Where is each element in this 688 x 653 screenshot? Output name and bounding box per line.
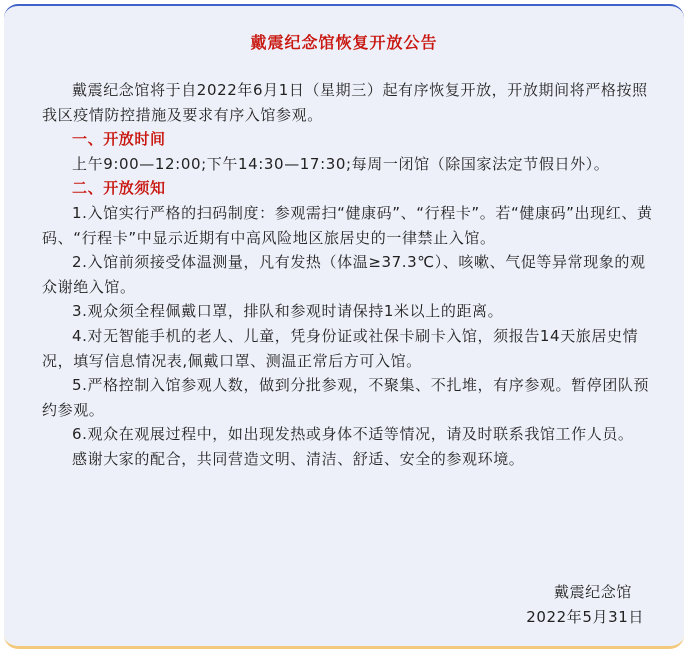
visitor-note-6: 6.观众在观展过程中，如出现发热或身体不适等情况，请及时联系我馆工作人员。 <box>72 425 634 444</box>
notice-card <box>4 4 684 649</box>
notice-body <box>42 78 654 472</box>
section-heading-opening-hours: 一、开放时间 <box>72 130 166 149</box>
signature-org: 戴震纪念馆 <box>553 583 632 601</box>
closing-paragraph: 感谢大家的配合，共同营造文明、清洁、舒适、安全的参观环境。 <box>72 449 525 468</box>
opening-hours-text: 上午9:00—12:00;下午14:30—17:30;每周一闭馆（除国家法定节假日外）。 <box>72 154 610 173</box>
visitor-note-2: 2.入馆前须接受体温测量，凡有发热（体温≥37.3℃）、咳嗽、气促等异常现象的观众谢绝入馆。 <box>42 253 646 296</box>
signature-block <box>526 580 644 629</box>
notice-title: 戴震纪念馆恢复开放公告 <box>250 33 438 52</box>
visitor-note-5: 5.严格控制入馆参观人数，做到分批参观，不聚集、不扎堆，有序参观。暂停团队预约参观。 <box>42 376 650 419</box>
intro-paragraph: 戴震纪念馆将于自2022年6月1日（星期三）起有序恢复开放，开放期间将严格按照我区疫情防控措施及要求有序入馆参观。 <box>42 81 648 124</box>
visitor-note-3: 3.观众须全程佩戴口罩，排队和参观时请保持1米以上的距离。 <box>72 302 504 321</box>
section-heading-visitor-notes: 二、开放须知 <box>72 179 166 198</box>
signature-date: 2022年5月31日 <box>526 607 644 626</box>
visitor-note-4: 4.对无智能手机的老人、儿童，凭身份证或社保卡刷卡入馆，须报告14天旅居史情况，填写信息情况表,佩戴口罩、测温正常后方可入馆。 <box>42 326 639 370</box>
visitor-note-1: 1.入馆实行严格的扫码制度：参观需扫“健康码”、“行程卡”。若“健康码”出现红、黄码、“行程卡”中显示近期有中高风险地区旅居史的一律禁止入馆。 <box>42 203 653 247</box>
